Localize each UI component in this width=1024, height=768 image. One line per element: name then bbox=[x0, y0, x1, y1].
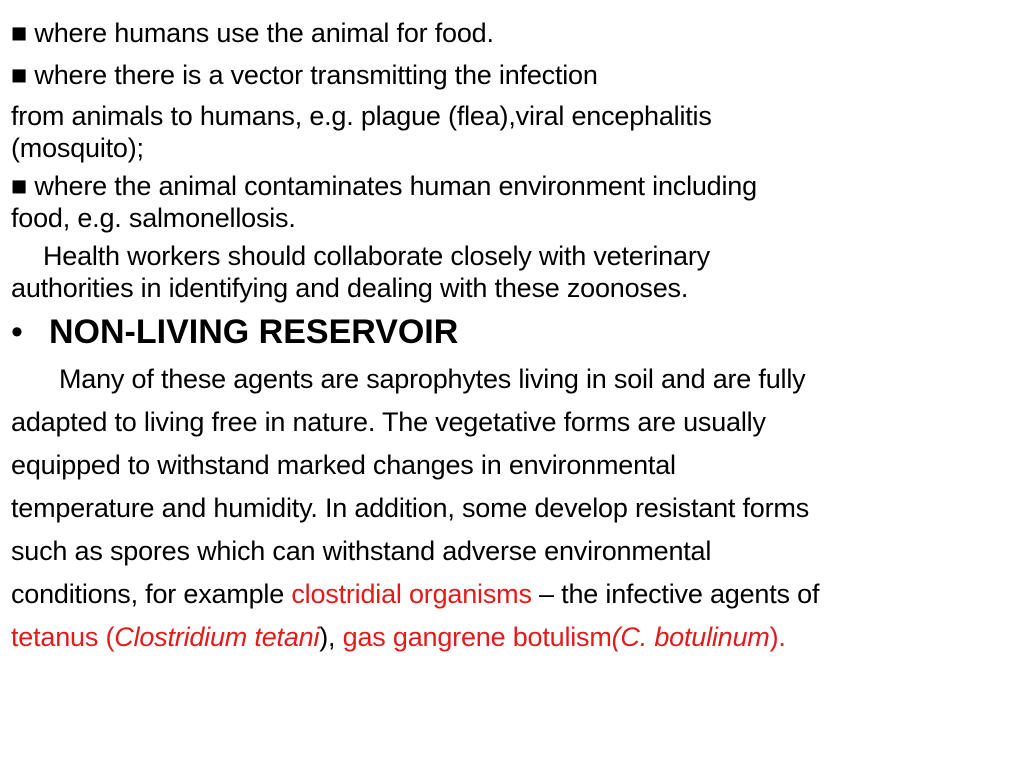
body-paragraph bbox=[11, 358, 1011, 659]
health-note-line-2: authorities in identifying and dealing with these zoonoses. bbox=[11, 273, 689, 303]
paragraph-line-5: such as spores which can withstand adverse environmental bbox=[11, 536, 712, 566]
highlight-clostridium-tetani: Clostridium tetani bbox=[114, 622, 320, 652]
line6-suffix: – the infective agents of bbox=[531, 579, 820, 609]
bullet-contamination-continuation: food, e.g. salmonellosis. bbox=[11, 203, 296, 233]
bullet-vector: ■ where there is a vector transmitting the infection bbox=[11, 60, 598, 90]
slide-content bbox=[11, 16, 1011, 659]
bullet-vector-continuation-2: (mosquito); bbox=[11, 133, 144, 163]
highlight-gas-gangrene: gas gangrene botulism bbox=[342, 622, 612, 652]
paragraph-line-2: adapted to living free in nature. The vegetative forms are usually bbox=[11, 407, 766, 437]
highlight-tetanus: tetanus ( bbox=[11, 622, 115, 652]
section-heading-text: NON-LIVING RESERVOIR bbox=[49, 313, 459, 351]
health-note-line-1: Health workers should collaborate closely with veterinary bbox=[43, 241, 710, 271]
paragraph-line-4: temperature and humidity. In addition, some develop resistant forms bbox=[11, 493, 810, 523]
paragraph-line-1: Many of these agents are saprophytes living in soil and are fully bbox=[59, 364, 806, 394]
paragraph-line-6 bbox=[11, 573, 1011, 616]
section-heading bbox=[11, 310, 1011, 354]
line6-prefix: conditions, for example bbox=[11, 579, 292, 609]
paragraph-line-3: equipped to withstand marked changes in environmental bbox=[11, 450, 676, 480]
highlight-c-botulinum: (C. botulinum bbox=[611, 622, 770, 652]
bullet-dot: • bbox=[11, 313, 23, 351]
bullet-contamination: ■ where the animal contaminates human environment including bbox=[11, 171, 757, 201]
closing-punctuation: ). bbox=[769, 622, 786, 652]
tetanus-close-paren: ) bbox=[319, 622, 329, 652]
comma-separator: , bbox=[328, 622, 343, 652]
bullet-vector-continuation-1: from animals to humans, e.g. plague (flea),viral encephalitis bbox=[11, 101, 712, 131]
highlight-clostridial: clostridial organisms bbox=[291, 579, 532, 609]
bullet-food: ■ where humans use the animal for food. bbox=[11, 18, 494, 48]
paragraph-line-7 bbox=[11, 616, 1011, 659]
